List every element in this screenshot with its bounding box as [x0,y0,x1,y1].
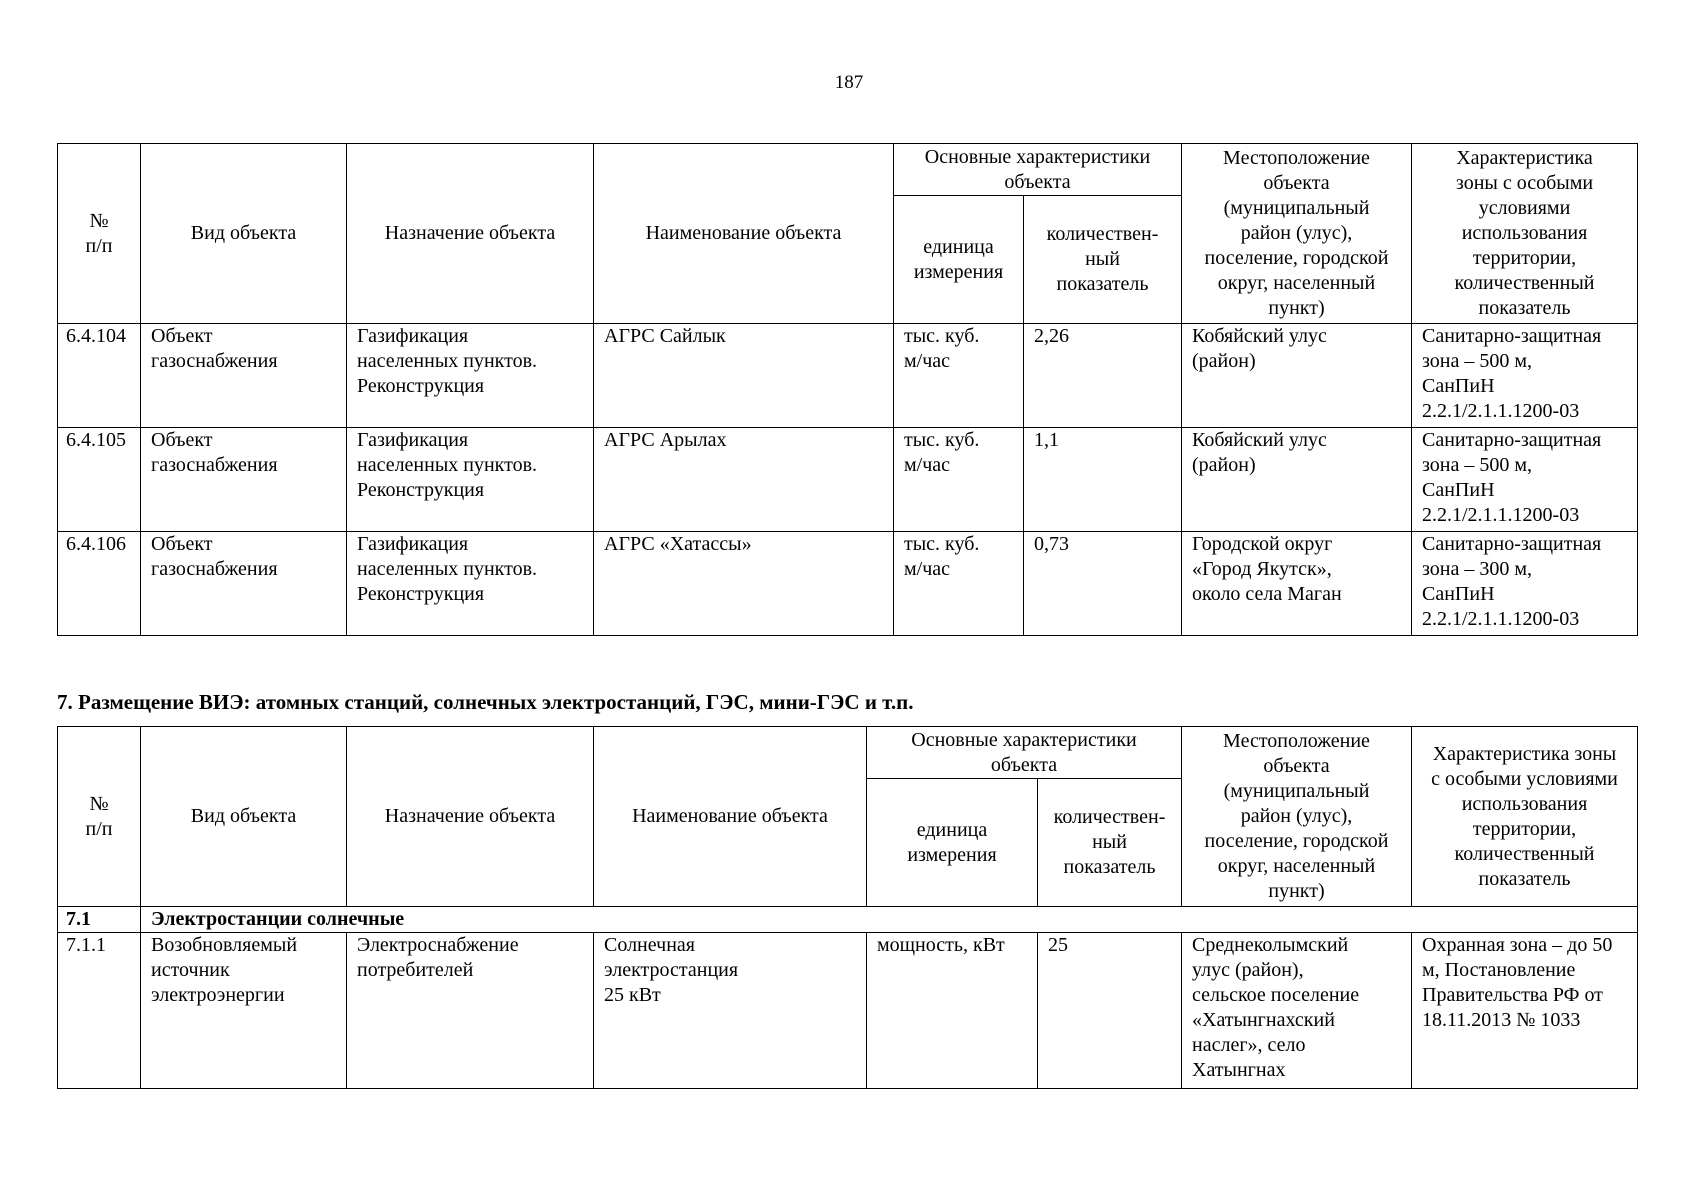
cell-unit: тыс. куб. м/час [894,428,1024,532]
cell-name: Солнечная электростанция 25 кВт [594,933,867,1089]
header-row [58,727,1638,779]
cell-type: Объект газоснабжения [141,324,347,428]
cell-location: Среднеколымский улус (район), сельское поселение «Хатынгнахский наслег», село Хатынгнах [1182,933,1412,1089]
gas-supply-table [57,143,1638,636]
header-type: Вид объекта [141,727,347,907]
subsection-row [58,907,1638,933]
cell-zone: Санитарно-защитная зона – 500 м, СанПиН 2.2.1/2.1.1.1200-03 [1412,324,1638,428]
header-location: Местоположение объекта (муниципальный район (улус), поселение, городской округ, населенный пункт) [1182,727,1412,907]
cell-zone: Санитарно-защитная зона – 500 м, СанПиН 2.2.1/2.1.1.1200-03 [1412,428,1638,532]
cell-quantity: 2,26 [1024,324,1182,428]
cell-purpose: Электроснабжение потребителей [347,933,594,1089]
cell-name: АГРС Сайлык [594,324,894,428]
header-purpose: Назначение объекта [347,144,594,324]
header-type: Вид объекта [141,144,347,324]
cell-unit: тыс. куб. м/час [894,324,1024,428]
cell-num: 6.4.104 [58,324,141,428]
cell-num: 6.4.105 [58,428,141,532]
cell-zone: Санитарно-защитная зона – 300 м, СанПиН 2.2.1/2.1.1.1200-03 [1412,532,1638,636]
header-main-characteristics: Основные характеристики объекта [867,727,1182,779]
cell-num: 6.4.106 [58,532,141,636]
cell-purpose: Газификация населенных пунктов. Реконструкция [347,532,594,636]
cell-unit: мощность, кВт [867,933,1038,1089]
header-num: № п/п [58,727,141,907]
cell-quantity: 25 [1038,933,1182,1089]
header-quantity: количествен- ный показатель [1024,196,1182,324]
cell-quantity: 1,1 [1024,428,1182,532]
page-number: 187 [834,72,864,93]
table-row [58,933,1638,1089]
cell-zone: Охранная зона – до 50 м, Постановление Правительства РФ от 18.11.2013 № 1033 [1412,933,1638,1089]
renewable-energy-table [57,726,1638,1089]
header-name: Наименование объекта [594,727,867,907]
header-unit: единица измерения [867,779,1038,907]
subsection-num: 7.1 [58,907,141,933]
table-row [58,324,1638,428]
cell-unit: тыс. куб. м/час [894,532,1024,636]
header-purpose: Назначение объекта [347,727,594,907]
section-heading: 7. Размещение ВИЭ: атомных станций, солнечных электростанций, ГЭС, мини-ГЭС и т.п. [57,690,914,714]
cell-location: Кобяйский улус (район) [1182,428,1412,532]
table-row [58,532,1638,636]
subsection-title: Электростанции солнечные [141,907,1638,933]
header-zone: Характеристика зоны с особыми условиями использования территории, количественный показатель [1412,727,1638,907]
header-num: № п/п [58,144,141,324]
header-unit: единица измерения [894,196,1024,324]
cell-num: 7.1.1 [58,933,141,1089]
cell-location: Городской округ «Город Якутск», около села Маган [1182,532,1412,636]
cell-type: Объект газоснабжения [141,428,347,532]
cell-name: АГРС Арылах [594,428,894,532]
header-name: Наименование объекта [594,144,894,324]
header-location: Местоположение объекта (муниципальный район (улус), поселение, городской округ, населенный пункт) [1182,144,1412,324]
cell-quantity: 0,73 [1024,532,1182,636]
header-zone: Характеристика зоны с особыми условиями использования территории, количественный показатель [1412,144,1638,324]
header-quantity: количествен- ный показатель [1038,779,1182,907]
header-row [58,144,1638,196]
cell-purpose: Газификация населенных пунктов. Реконструкция [347,428,594,532]
header-main-characteristics: Основные характеристики объекта [894,144,1182,196]
cell-location: Кобяйский улус (район) [1182,324,1412,428]
cell-type: Объект газоснабжения [141,532,347,636]
cell-purpose: Газификация населенных пунктов. Реконструкция [347,324,594,428]
table-row [58,428,1638,532]
cell-type: Возобновляемый источник электроэнергии [141,933,347,1089]
cell-name: АГРС «Хатассы» [594,532,894,636]
